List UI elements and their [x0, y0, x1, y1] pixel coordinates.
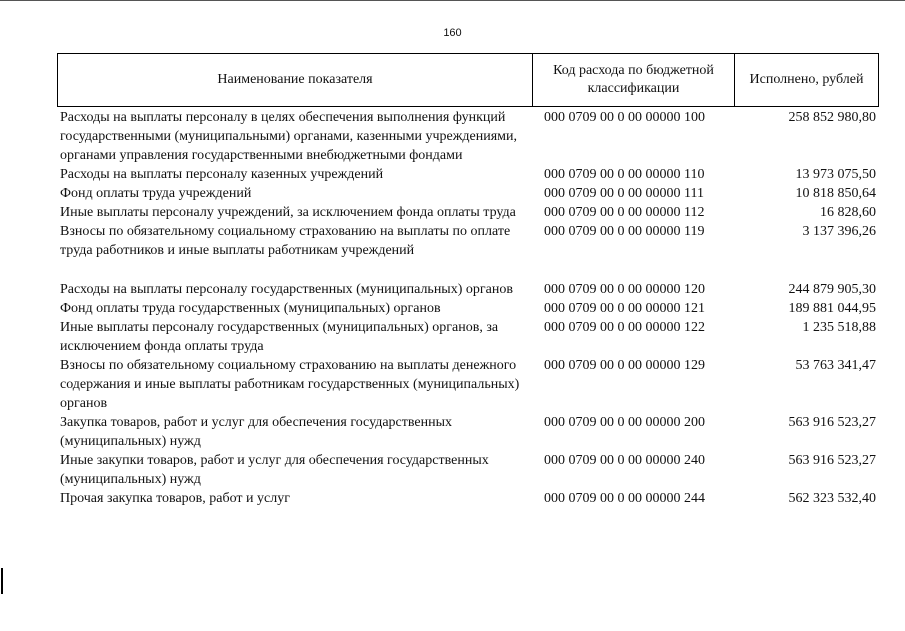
- row-code: 000 0709 00 0 00 00000 110: [544, 167, 705, 182]
- row-amount: 16 828,60: [820, 205, 876, 220]
- table-header: [57, 53, 879, 107]
- row-gap: [57, 260, 879, 280]
- row-code: 000 0709 00 0 00 00000 100: [544, 110, 705, 125]
- table-row: [57, 318, 879, 356]
- row-code: 000 0709 00 0 00 00000 111: [544, 186, 704, 201]
- table-row: [57, 299, 879, 318]
- row-amount: 563 916 523,27: [788, 453, 876, 468]
- row-amount: 3 137 396,26: [802, 224, 876, 239]
- table-row: [57, 184, 879, 203]
- table-row: [57, 222, 879, 260]
- table-body: [57, 108, 879, 508]
- row-name: Иные выплаты персоналу учреждений, за исключением фонда оплаты труда: [60, 205, 516, 220]
- table-row: [57, 165, 879, 184]
- table-row: [57, 451, 879, 489]
- row-code: 000 0709 00 0 00 00000 121: [544, 301, 705, 316]
- row-name: Расходы на выплаты персоналу в целях обеспечения выполнения функций государственными (муниципальными) органами, казенными учреждениями, органами управления государственными внебюджетными фондами: [60, 110, 517, 163]
- table-row: [57, 280, 879, 299]
- row-name: Взносы по обязательному социальному страхованию на выплаты денежного содержания и иные выплаты работникам государственных (муниципальных) органов: [60, 358, 520, 411]
- row-name: Закупка товаров, работ и услуг для обеспечения государственных (муниципальных) нужд: [60, 415, 453, 449]
- row-name: Иные выплаты персоналу государственных (муниципальных) органов, за исключением фонда оплаты труда: [60, 320, 499, 354]
- row-amount: 53 763 341,47: [795, 358, 876, 373]
- row-name: Расходы на выплаты персоналу государственных (муниципальных) органов: [60, 282, 513, 297]
- header-amount: Исполнено, рублей: [749, 72, 864, 87]
- row-code: 000 0709 00 0 00 00000 200: [544, 415, 705, 430]
- row-code: 000 0709 00 0 00 00000 244: [544, 491, 705, 506]
- row-code: 000 0709 00 0 00 00000 112: [544, 205, 705, 220]
- table-row: [57, 108, 879, 165]
- row-code: 000 0709 00 0 00 00000 119: [544, 224, 705, 239]
- scan-margin-mark: [1, 568, 3, 594]
- row-name: Фонд оплаты труда государственных (муниципальных) органов: [60, 301, 441, 316]
- row-amount: 1 235 518,88: [802, 320, 876, 335]
- row-code: 000 0709 00 0 00 00000 120: [544, 282, 705, 297]
- page-number: 160: [443, 27, 462, 39]
- row-name: Прочая закупка товаров, работ и услуг: [60, 491, 290, 506]
- row-amount: 13 973 075,50: [795, 167, 876, 182]
- row-amount: 189 881 044,95: [788, 301, 876, 316]
- table-row: [57, 203, 879, 222]
- row-code: 000 0709 00 0 00 00000 129: [544, 358, 705, 373]
- row-name: Фонд оплаты труда учреждений: [60, 186, 252, 201]
- table-row: [57, 413, 879, 451]
- table-row: [57, 489, 879, 508]
- header-code: Код расхода по бюджетной классификации: [533, 54, 735, 106]
- table-row: [57, 356, 879, 413]
- top-rule: [0, 0, 905, 1]
- row-amount: 562 323 532,40: [788, 491, 876, 506]
- row-name: Взносы по обязательному социальному страхованию на выплаты по оплате труда работников и иные выплаты работникам учреждений: [60, 224, 511, 258]
- header-name: Наименование показателя: [58, 54, 533, 106]
- row-code: 000 0709 00 0 00 00000 122: [544, 320, 705, 335]
- row-name: Иные закупки товаров, работ и услуг для обеспечения государственных (муниципальных) нужд: [60, 453, 489, 487]
- row-amount: 10 818 850,64: [795, 186, 876, 201]
- row-amount: 563 916 523,27: [788, 415, 876, 430]
- row-amount: 258 852 980,80: [788, 110, 876, 125]
- row-amount: 244 879 905,30: [788, 282, 876, 297]
- row-name: Расходы на выплаты персоналу казенных учреждений: [60, 167, 384, 182]
- row-code: 000 0709 00 0 00 00000 240: [544, 453, 705, 468]
